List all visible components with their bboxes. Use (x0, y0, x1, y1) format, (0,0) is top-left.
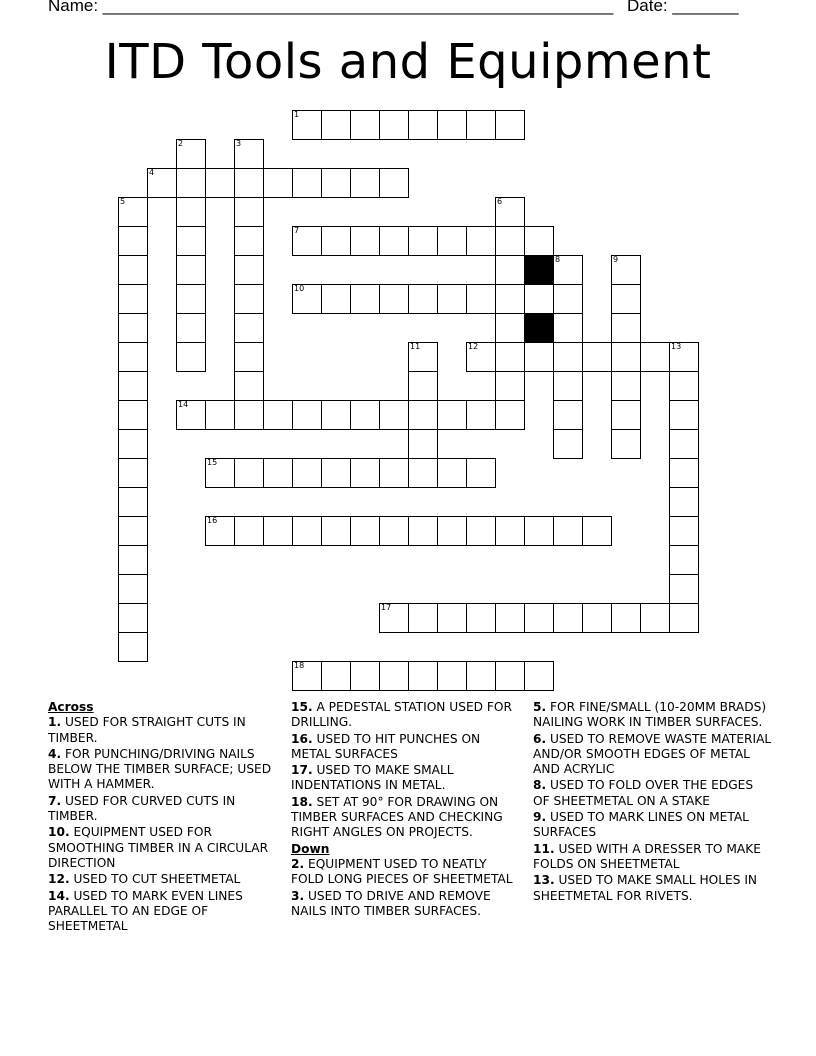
grid-cell[interactable] (495, 371, 525, 401)
grid-cell[interactable] (118, 226, 148, 256)
grid-cell[interactable] (611, 284, 641, 314)
grid-cell[interactable] (408, 516, 438, 546)
grid-cell[interactable] (582, 342, 612, 372)
down-heading: Down (291, 841, 330, 856)
grid-cell[interactable] (437, 110, 467, 140)
grid-cell[interactable] (495, 516, 525, 546)
grid-cell[interactable] (408, 400, 438, 430)
across-clue (48, 747, 278, 793)
grid-cell[interactable] (350, 226, 380, 256)
cell-number: 1 (294, 110, 300, 119)
clue-text: USED TO MARK EVEN LINES PARALLEL TO AN EDGE OF SHEETMETAL (48, 888, 243, 934)
clues-column-3 (533, 700, 773, 905)
name-field-line: Name: ______________________________________________________ (48, 0, 614, 15)
grid-cell[interactable] (466, 603, 496, 633)
grid-cell[interactable] (118, 429, 148, 459)
grid-cell[interactable] (263, 458, 293, 488)
grid-cell[interactable] (669, 487, 699, 517)
grid-cell[interactable] (350, 400, 380, 430)
grid-cell[interactable] (350, 458, 380, 488)
grid-cell[interactable] (118, 197, 148, 227)
cell-number: 2 (178, 139, 184, 148)
grid-cell[interactable] (205, 516, 235, 546)
clue-text: USED TO MAKE SMALL INDENTATIONS IN METAL. (291, 763, 454, 793)
cell-number: 10 (294, 284, 305, 293)
cell-number: 12 (468, 342, 479, 351)
grid-cell[interactable] (205, 168, 235, 198)
clue-number: 10. (48, 825, 70, 840)
grid-cell[interactable] (379, 284, 409, 314)
grid-cell[interactable] (263, 168, 293, 198)
grid-cell[interactable] (292, 226, 322, 256)
grid-cell[interactable] (118, 545, 148, 575)
clue-text: SET AT 90° FOR DRAWING ON TIMBER SURFACES AND CHECKING RIGHT ANGLES ON PROJECTS. (291, 794, 503, 840)
grid-cell[interactable] (379, 168, 409, 198)
clue-text: USED TO DRIVE AND REMOVE NAILS INTO TIMBER SURFACES. (291, 888, 491, 918)
cell-number: 18 (294, 661, 305, 670)
grid-cell[interactable] (176, 139, 206, 169)
grid-cell[interactable] (611, 255, 641, 285)
grid-cell[interactable] (466, 342, 496, 372)
clue-text: USED TO FOLD OVER THE EDGES OF SHEETMETAL ON A STAKE (533, 778, 754, 808)
grid-cell[interactable] (466, 284, 496, 314)
clue-number: 17. (291, 763, 313, 778)
cell-number: 6 (497, 197, 503, 206)
grid-cell[interactable] (234, 313, 264, 343)
grid-cell[interactable] (408, 226, 438, 256)
grid-cell[interactable] (118, 458, 148, 488)
clue-text: A PEDESTAL STATION USED FOR DRILLING. (291, 700, 512, 730)
grid-cell[interactable] (379, 400, 409, 430)
across-clue (291, 795, 523, 841)
clue-text: EQUIPMENT USED FOR SMOOTHING TIMBER IN A CIRCULAR DIRECTION (48, 825, 269, 870)
clue-number: 11. (533, 841, 555, 856)
grid-cell[interactable] (669, 371, 699, 401)
clue-text: FOR PUNCHING/DRIVING NAILS BELOW THE TIMBER SURFACE; USED WITH A HAMMER. (48, 746, 272, 792)
cell-number: 7 (294, 226, 300, 235)
grid-cell[interactable] (495, 255, 525, 285)
grid-cell[interactable] (437, 284, 467, 314)
across-clue (48, 794, 278, 825)
grid-cell[interactable] (524, 603, 554, 633)
grid-cell[interactable] (495, 661, 525, 691)
grid-cell[interactable] (437, 516, 467, 546)
grid-cell[interactable] (437, 603, 467, 633)
grid-cell[interactable] (234, 342, 264, 372)
grid-cell[interactable] (234, 284, 264, 314)
grid-cell[interactable] (118, 603, 148, 633)
across-clue (48, 715, 278, 746)
grid-cell[interactable] (176, 226, 206, 256)
grid-cell[interactable] (350, 168, 380, 198)
grid-cell[interactable] (118, 632, 148, 662)
clue-text: USED TO MAKE SMALL HOLES IN SHEETMETAL FOR RIVETS. (533, 873, 758, 903)
grid-cell[interactable] (321, 661, 351, 691)
clue-number: 5. (533, 700, 547, 714)
grid-cell[interactable] (408, 342, 438, 372)
grid-cell[interactable] (553, 603, 583, 633)
across-clue (291, 700, 523, 731)
grid-cell[interactable] (669, 516, 699, 546)
clue-text: USED FOR CURVED CUTS IN TIMBER. (48, 793, 236, 824)
grid-cell[interactable] (176, 400, 206, 430)
grid-cell[interactable] (205, 458, 235, 488)
cell-number: 16 (207, 516, 218, 525)
grid-cell[interactable] (466, 226, 496, 256)
grid-cell[interactable] (234, 226, 264, 256)
grid-cell[interactable] (437, 458, 467, 488)
clues-column-2 (291, 700, 523, 920)
cell-number: 17 (381, 603, 392, 612)
grid-cell[interactable] (234, 516, 264, 546)
grid-cell[interactable] (234, 197, 264, 227)
grid-cell[interactable] (321, 284, 351, 314)
grid-cell[interactable] (495, 313, 525, 343)
grid-cell[interactable] (437, 226, 467, 256)
grid-cell[interactable] (263, 516, 293, 546)
cell-number: 5 (120, 197, 126, 206)
cell-number: 4 (149, 168, 155, 177)
grid-cell[interactable] (118, 574, 148, 604)
grid-cell[interactable] (640, 342, 670, 372)
grid-cell[interactable] (611, 342, 641, 372)
clue-number: 14. (48, 888, 70, 903)
down-clue (533, 778, 773, 809)
grid-cell[interactable] (408, 603, 438, 633)
clue-number: 16. (291, 731, 313, 746)
grid-cell[interactable] (582, 603, 612, 633)
grid-cell[interactable] (379, 110, 409, 140)
down-clue (533, 700, 773, 731)
across-clue (48, 825, 278, 871)
across-clue (291, 763, 523, 794)
grid-cell[interactable] (669, 429, 699, 459)
grid-cell[interactable] (379, 661, 409, 691)
clue-text: USED TO CUT SHEETMETAL (69, 872, 241, 887)
grid-cell[interactable] (611, 400, 641, 430)
clue-text: USED WITH A DRESSER TO MAKE FOLDS ON SHEETMETAL (533, 841, 761, 871)
cell-number: 14 (178, 400, 189, 409)
date-field-line: Date: _______ (627, 0, 739, 15)
grid-cell[interactable] (553, 313, 583, 343)
cell-number: 8 (555, 255, 561, 264)
cell-number: 13 (671, 342, 682, 351)
grid-cell[interactable] (205, 400, 235, 430)
across-clue (291, 732, 523, 763)
black-square (524, 255, 554, 285)
grid-cell[interactable] (669, 545, 699, 575)
clue-text: USED FOR STRAIGHT CUTS IN TIMBER. (48, 715, 246, 745)
clue-number: 4. (48, 746, 62, 761)
grid-cell[interactable] (234, 139, 264, 169)
grid-cell[interactable] (176, 342, 206, 372)
grid-cell[interactable] (176, 255, 206, 285)
grid-cell[interactable] (292, 516, 322, 546)
grid-cell[interactable] (669, 574, 699, 604)
grid-cell[interactable] (321, 516, 351, 546)
grid-cell[interactable] (553, 516, 583, 546)
grid-cell[interactable] (466, 458, 496, 488)
down-clue (533, 842, 773, 873)
grid-cell[interactable] (176, 313, 206, 343)
clue-number: 15. (291, 700, 313, 714)
clue-text: USED TO MARK LINES ON METAL SURFACES (533, 810, 749, 840)
grid-cell[interactable] (118, 400, 148, 430)
down-clue (291, 889, 523, 920)
across-heading: Across (48, 700, 94, 714)
grid-cell[interactable] (234, 400, 264, 430)
clue-number: 3. (291, 888, 305, 903)
grid-cell[interactable] (292, 458, 322, 488)
grid-cell[interactable] (553, 255, 583, 285)
grid-cell[interactable] (669, 342, 699, 372)
grid-cell[interactable] (234, 371, 264, 401)
grid-cell[interactable] (553, 371, 583, 401)
grid-cell[interactable] (437, 400, 467, 430)
grid-cell[interactable] (495, 226, 525, 256)
grid-cell[interactable] (611, 371, 641, 401)
grid-cell[interactable] (321, 400, 351, 430)
grid-cell[interactable] (466, 400, 496, 430)
grid-cell[interactable] (669, 603, 699, 633)
grid-cell[interactable] (553, 429, 583, 459)
grid-cell[interactable] (292, 400, 322, 430)
cell-number: 9 (613, 255, 619, 264)
grid-cell[interactable] (321, 226, 351, 256)
grid-cell[interactable] (408, 458, 438, 488)
clue-number: 6. (533, 731, 547, 746)
grid-cell[interactable] (350, 516, 380, 546)
clue-number: 13. (533, 873, 555, 888)
clue-text: EQUIPMENT USED TO NEATLY FOLD LONG PIECES OF SHEETMETAL (291, 856, 513, 887)
black-square (524, 313, 554, 343)
grid-cell[interactable] (118, 371, 148, 401)
grid-cell[interactable] (524, 284, 554, 314)
grid-cell[interactable] (466, 110, 496, 140)
grid-cell[interactable] (118, 284, 148, 314)
grid-cell[interactable] (611, 313, 641, 343)
grid-cell[interactable] (234, 458, 264, 488)
grid-cell[interactable] (234, 168, 264, 198)
grid-cell[interactable] (524, 342, 554, 372)
grid-cell[interactable] (292, 284, 322, 314)
grid-cell[interactable] (669, 400, 699, 430)
clues-column-1 (48, 700, 278, 935)
down-clue (533, 732, 773, 778)
grid-cell[interactable] (611, 603, 641, 633)
grid-cell[interactable] (611, 429, 641, 459)
grid-cell[interactable] (118, 487, 148, 517)
clue-number: 2. (291, 856, 305, 871)
clue-number: 1. (48, 715, 62, 730)
grid-cell[interactable] (408, 110, 438, 140)
grid-cell[interactable] (234, 255, 264, 285)
grid-cell[interactable] (495, 342, 525, 372)
grid-cell[interactable] (176, 168, 206, 198)
grid-cell[interactable] (466, 516, 496, 546)
clue-number: 9. (533, 810, 547, 825)
grid-cell[interactable] (118, 342, 148, 372)
clue-number: 12. (48, 872, 70, 887)
grid-cell[interactable] (466, 661, 496, 691)
grid-cell[interactable] (640, 603, 670, 633)
across-clue (48, 872, 278, 887)
grid-cell[interactable] (495, 400, 525, 430)
page-title: ITD Tools and Equipment (104, 34, 712, 90)
grid-cell[interactable] (118, 255, 148, 285)
grid-cell[interactable] (553, 342, 583, 372)
grid-cell[interactable] (118, 313, 148, 343)
grid-cell[interactable] (176, 197, 206, 227)
grid-cell[interactable] (669, 458, 699, 488)
grid-cell[interactable] (408, 429, 438, 459)
grid-cell[interactable] (582, 516, 612, 546)
grid-cell[interactable] (495, 197, 525, 227)
grid-cell[interactable] (292, 168, 322, 198)
down-clue (533, 873, 773, 904)
grid-cell[interactable] (553, 284, 583, 314)
grid-cell[interactable] (379, 516, 409, 546)
grid-cell[interactable] (408, 661, 438, 691)
clue-number: 8. (533, 778, 547, 793)
clue-text: USED TO HIT PUNCHES ON METAL SURFACES (291, 731, 481, 761)
grid-cell[interactable] (495, 110, 525, 140)
grid-cell[interactable] (437, 661, 467, 691)
grid-cell[interactable] (350, 284, 380, 314)
cell-number: 15 (207, 458, 218, 467)
grid-cell[interactable] (147, 168, 177, 198)
cell-number: 3 (236, 139, 242, 148)
grid-cell[interactable] (292, 110, 322, 140)
grid-cell[interactable] (321, 458, 351, 488)
grid-cell[interactable] (118, 516, 148, 546)
grid-cell[interactable] (524, 516, 554, 546)
grid-cell[interactable] (553, 400, 583, 430)
clue-number: 7. (48, 793, 62, 808)
clue-text: FOR FINE/SMALL (10-20MM BRADS) NAILING WORK IN TIMBER SURFACES. (533, 700, 767, 730)
clue-number: 18. (291, 794, 313, 809)
grid-cell[interactable] (495, 603, 525, 633)
across-clue (48, 889, 278, 935)
grid-cell[interactable] (321, 168, 351, 198)
grid-cell[interactable] (350, 661, 380, 691)
cell-number: 11 (410, 342, 421, 351)
grid-cell[interactable] (176, 284, 206, 314)
grid-cell[interactable] (408, 371, 438, 401)
grid-cell[interactable] (321, 110, 351, 140)
grid-cell[interactable] (524, 661, 554, 691)
grid-cell[interactable] (495, 284, 525, 314)
grid-cell[interactable] (263, 400, 293, 430)
grid-cell[interactable] (408, 284, 438, 314)
grid-cell[interactable] (524, 226, 554, 256)
down-clue (533, 810, 773, 841)
grid-cell[interactable] (379, 603, 409, 633)
grid-cell[interactable] (379, 226, 409, 256)
down-clue (291, 857, 523, 888)
clue-text: USED TO REMOVE WASTE MATERIAL AND/OR SMOOTH EDGES OF METAL AND ACRYLIC (533, 731, 772, 777)
grid-cell[interactable] (292, 661, 322, 691)
grid-cell[interactable] (379, 458, 409, 488)
grid-cell[interactable] (350, 110, 380, 140)
